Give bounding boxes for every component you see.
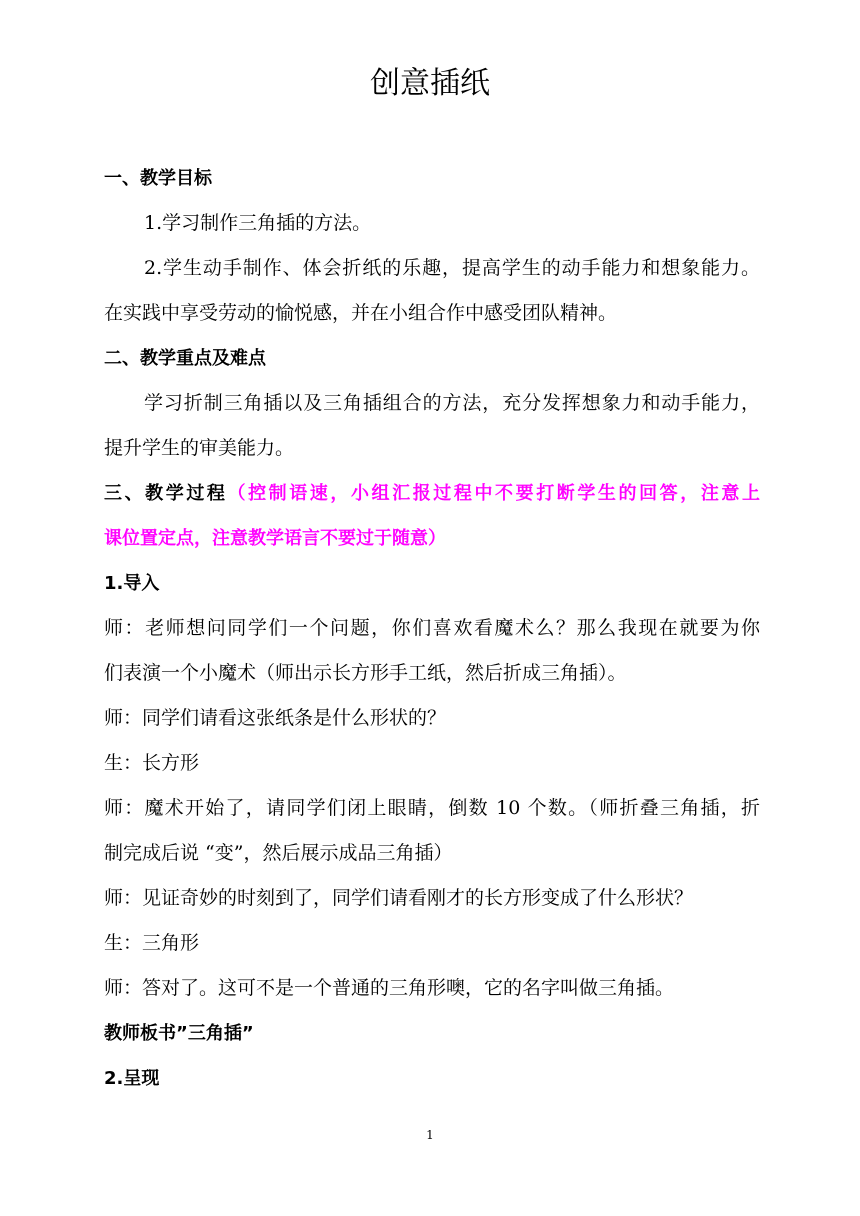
- board-note: 教师板书”三角插”: [104, 1023, 254, 1044]
- key-points-line-1: 学习折制三角插以及三角插组合的方法，充分发挥想象力和动手能力，: [144, 392, 760, 414]
- document-title: 创意插纸: [370, 66, 490, 101]
- section-heading-key-points: 二、教学重点及难点: [104, 348, 266, 369]
- process-note-line-1: （控制语速，小组汇报过程中不要打断学生的回答，注意上: [227, 483, 760, 504]
- process-note-line-2: 课位置定点，注意教学语言不要过于随意）: [104, 528, 446, 549]
- dialog-line-4b: 制完成后说 “变”，然后展示成品三角插）: [104, 842, 453, 864]
- dialog-line-7: 师：答对了。这可不是一个普通的三角形噢，它的名字叫做三角插。: [104, 977, 675, 999]
- section-heading-objectives: 一、教学目标: [104, 168, 212, 189]
- objective-item-1: 1.学习制作三角插的方法。: [144, 212, 372, 234]
- dialog-line-1b: 们表演一个小魔术（师出示长方形手工纸，然后折成三角插）。: [104, 662, 627, 684]
- step-heading-intro: 1.导入: [104, 573, 160, 594]
- section-heading-process: 三、教学过程: [104, 483, 228, 504]
- dialog-line-3: 生：长方形: [104, 752, 200, 774]
- step-heading-presentation: 2.呈现: [104, 1068, 160, 1089]
- section-heading-process-line: [104, 471, 760, 516]
- dialog-line-1a: 师：老师想问同学们一个问题，你们喜欢看魔术么？那么我现在就要为你: [104, 617, 760, 639]
- document-body: [104, 156, 760, 1101]
- dialog-line-2: 师：同学们请看这张纸条是什么形状的？: [104, 707, 447, 729]
- page-number: 1: [426, 1128, 434, 1142]
- dialog-line-6: 生：三角形: [104, 932, 200, 954]
- key-points-line-2: 提升学生的审美能力。: [104, 437, 295, 459]
- dialog-line-4a: 师：魔术开始了，请同学们闭上眼睛，倒数 10 个数。（师折叠三角插，折: [104, 797, 760, 819]
- objective-item-2-line-2: 在实践中享受劳动的愉悦感，并在小组合作中感受团队精神。: [104, 302, 618, 324]
- dialog-line-5: 师：见证奇妙的时刻到了，同学们请看刚才的长方形变成了什么形状？: [104, 887, 694, 909]
- objective-item-2-line-1: 2.学生动手制作、体会折纸的乐趣，提高学生的动手能力和想象能力。: [144, 257, 760, 279]
